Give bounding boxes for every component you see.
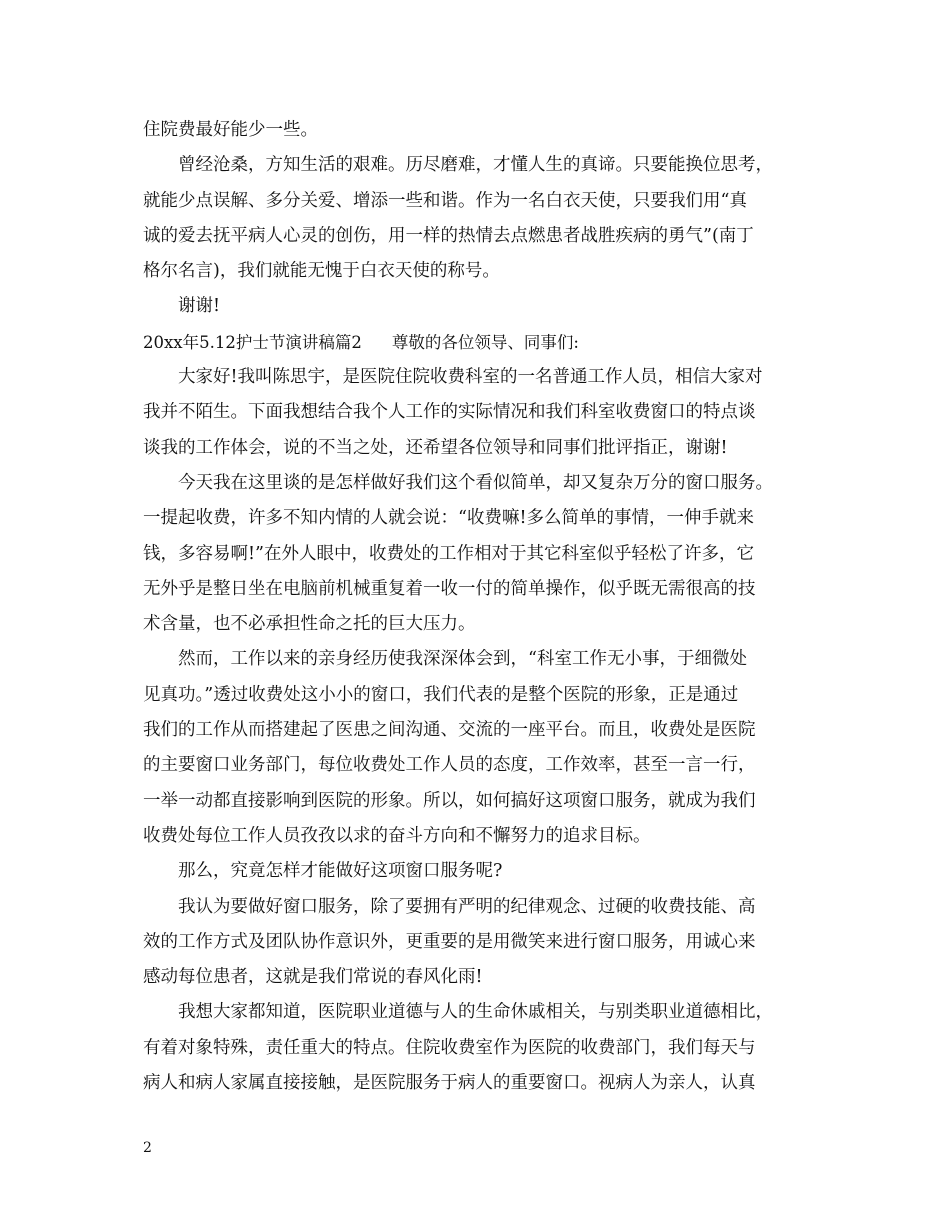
section-heading-line [143,325,838,360]
text-line: 今天我在这里谈的是怎样做好我们这个看似简单，却又复杂万分的窗口服务。 [143,472,773,493]
text-line: 我认为要做好窗口服务，除了要拥有严明的纪律观念、过硬的收费技能、高 [143,896,756,917]
text-line: 无外乎是整日坐在电脑前机械重复着一收一付的简单操作，似乎既无需很高的技 [143,578,756,599]
text-line: 格尔名言)，我们就能无愧于白衣天使的称号。 [143,261,500,282]
text-line: 谈我的工作体会，说的不当之处，还希望各位领导和同事们批评指正，谢谢! [143,437,728,458]
text-line: 收费处每位工作人员孜孜以求的奋斗方向和不懈努力的追求目标。 [143,825,651,846]
text-line: 术含量，也不必承担性命之托的巨大压力。 [143,614,476,635]
text-line: 然而，工作以来的亲身经历使我深深体会到，“科室工作无小事，于细微处 [143,649,747,670]
text-line: 那么，究竟怎样才能做好这项窗口服务呢? [143,861,503,882]
greeting-text: 尊敬的各位领导、同事们: [391,332,579,352]
text-line: 大家好!我叫陈思宇，是医院住院收费科室的一名普通工作人员，相信大家对 [143,367,763,388]
text-line: 感动每位患者，这就是我们常说的春风化雨! [143,967,483,988]
text-line: 的主要窗口业务部门，每位收费处工作人员的态度，工作效率，甚至一言一行， [143,755,756,776]
text-line: 一提起收费，许多不知内情的人就会说：“收费嘛!多么简单的事情，一伸手就来 [143,508,754,529]
text-line: 就能少点误解、多分关爱、增添一些和谐。作为一名白衣天使，只要我们用“真 [143,190,747,211]
document-body [143,113,838,1101]
text-line: 见真功。”透过收费处这小小的窗口，我们代表的是整个医院的形象，正是通过 [143,684,739,705]
text-line: 诚的爱去抚平病人心灵的创伤，用一样的热情去点燃患者战胜疾病的勇气”(南丁 [143,225,754,246]
text-line: 我们的工作从而搭建起了医患之间沟通、交流的一座平台。而且，收费处是医院 [143,720,756,741]
section-title: 20xx年5.12护士节演讲稿篇2 [143,332,362,352]
text-line: 住院费最好能少一些。 [143,120,318,140]
text-line: 钱，多容易啊!”在外人眼中，收费处的工作相对于其它科室似乎轻松了许多，它 [143,543,754,564]
text-line: 一举一动都直接影响到医院的形象。所以，如何搞好这项窗口服务，就成为我们 [143,790,756,811]
text-line: 我并不陌生。下面我想结合我个人工作的实际情况和我们科室收费窗口的特点谈 [143,402,756,423]
text-line: 效的工作方式及团队协作意识外，更重要的是用微笑来进行窗口服务，用诚心来 [143,931,756,952]
text-line: 病人和病人家属直接接触，是医院服务于病人的重要窗口。视病人为亲人，认真 [143,1073,756,1094]
text-line: 曾经沧桑，方知生活的艰难。历尽磨难，才懂人生的真谛。只要能换位思考， [143,155,773,176]
text-line: 谢谢! [143,296,221,317]
text-line: 我想大家都知道，医院职业道德与人的生命休戚相关，与别类职业道德相比， [143,1002,773,1023]
text-line: 有着对象特殊，责任重大的特点。住院收费室作为医院的收费部门，我们每天与 [143,1037,756,1058]
page-number: 2 [143,1140,152,1156]
